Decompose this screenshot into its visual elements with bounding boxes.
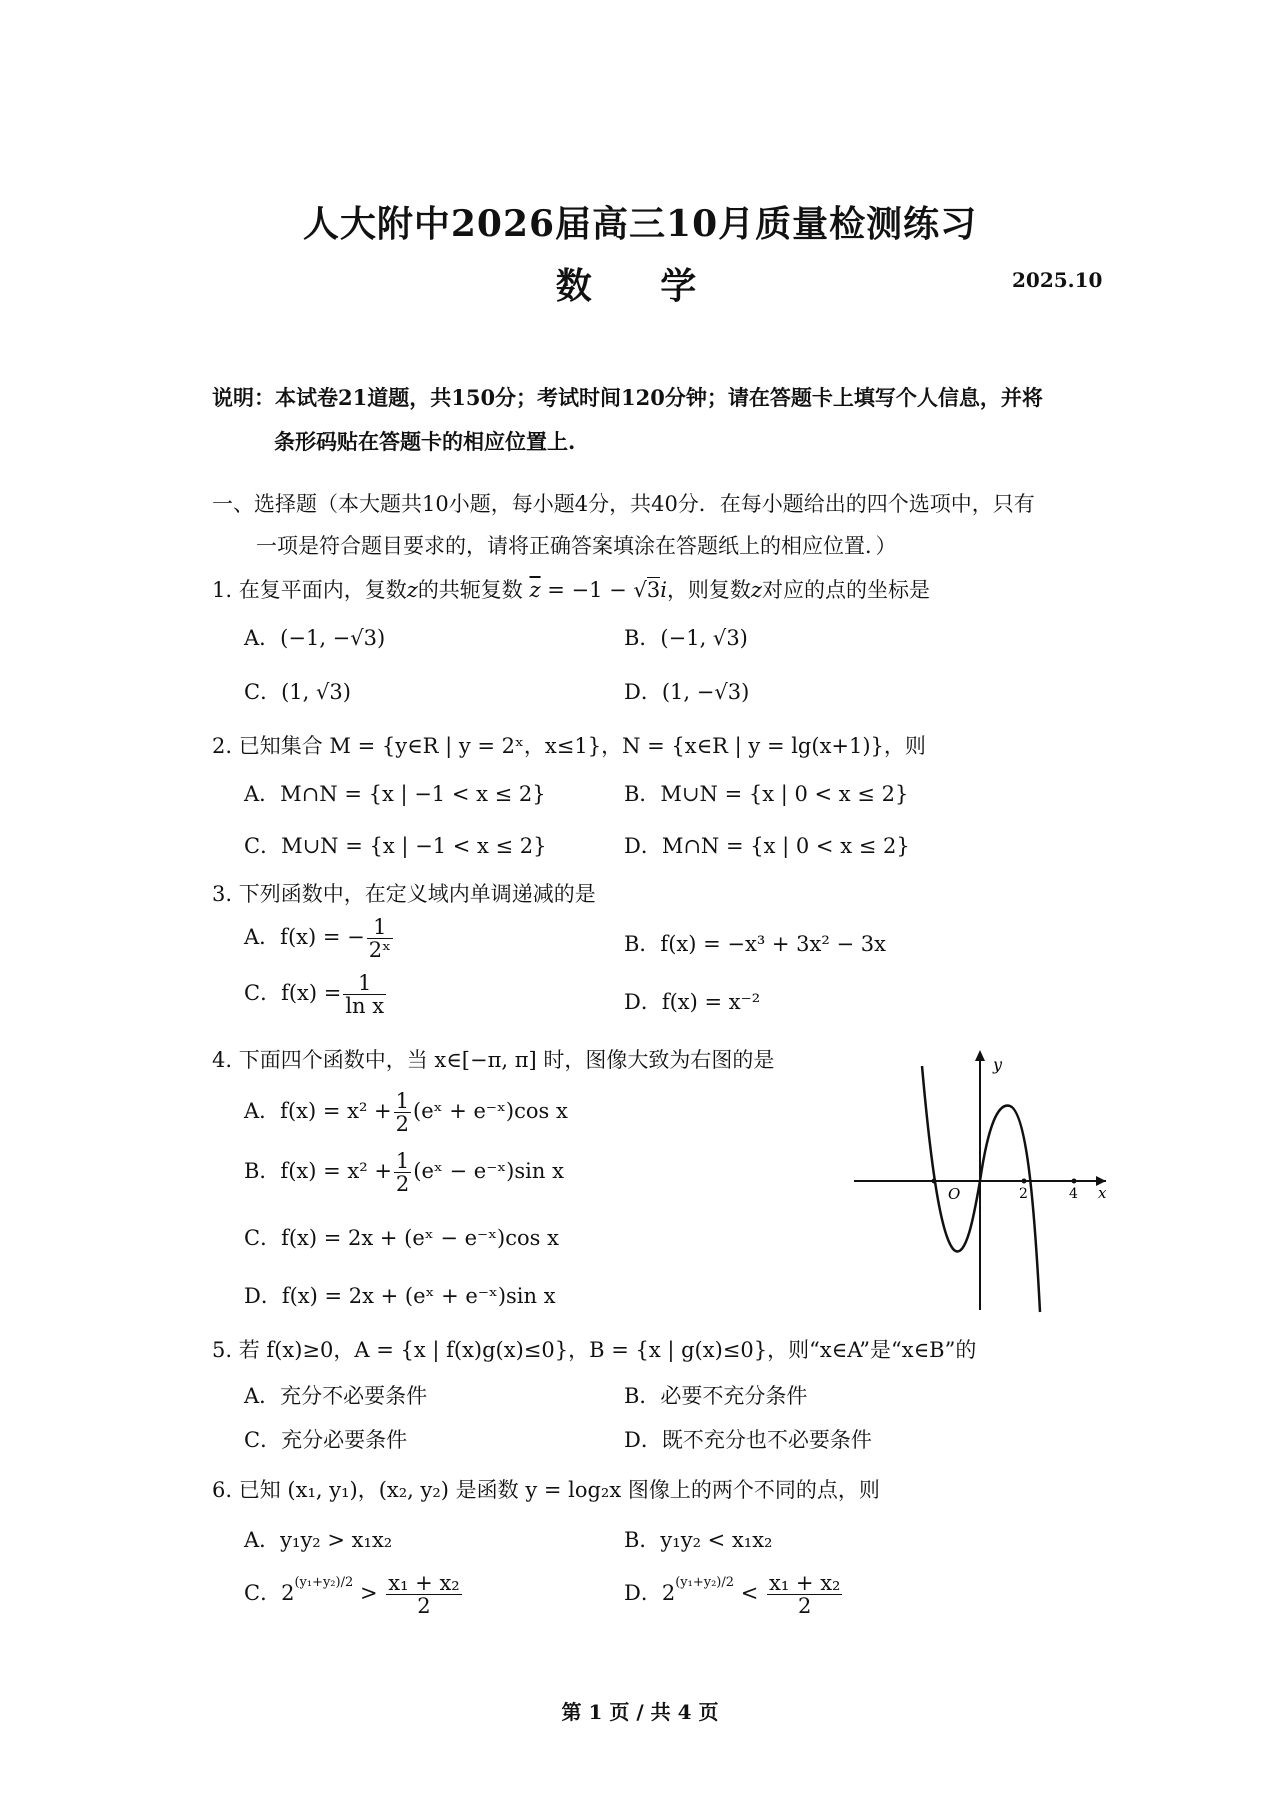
instructions-line-1: 说明：本试卷21道题，共150分；考试时间120分钟；请在答题卡上填写个人信息，并将 xyxy=(212,385,1043,410)
fraction xyxy=(343,972,386,1017)
option-label: D．2 xyxy=(624,1581,676,1606)
option-label: C．2 xyxy=(244,1581,295,1606)
equation: = −1 − xyxy=(547,578,634,602)
numerator: 1 xyxy=(395,1149,410,1173)
q1-option-c[interactable]: C．(1, √3) xyxy=(244,680,351,704)
sqrt-radicand: 3 xyxy=(646,578,661,602)
numerator: x₁ + x₂ xyxy=(769,1571,841,1595)
q2-option-d[interactable]: D．M∩N = {x | 0 < x ≤ 2} xyxy=(624,834,910,858)
page-footer: 第 1 页 / 共 4 页 xyxy=(561,1700,719,1724)
root-point xyxy=(932,1179,937,1184)
option-tail: (eˣ + e⁻ˣ)cos x xyxy=(413,1099,568,1124)
denominator: 2 xyxy=(395,1172,410,1197)
q6-option-b[interactable]: B．y₁y₂ < x₁x₂ xyxy=(624,1528,773,1552)
y-axis-label: y xyxy=(993,1055,1003,1074)
q1-option-d[interactable]: D．(1, −√3) xyxy=(624,680,750,704)
section-1-heading: 一、选择题（本大题共10小题，每小题4分，共40分．在每小题给出的四个选项中，只有 xyxy=(212,492,1035,516)
q4-option-a[interactable] xyxy=(244,1090,568,1135)
x-axis-label: x xyxy=(1098,1184,1107,1202)
tick-2-point xyxy=(1022,1179,1027,1184)
denominator: 2 xyxy=(798,1594,812,1619)
exam-title: 人大附中2026届高三10月质量检测练习 xyxy=(302,203,978,245)
q3-option-b[interactable]: B．f(x) = −x³ + 3x² − 3x xyxy=(624,932,886,956)
section-1-heading-cont: 一项是符合题目要求的，请将正确答案填涂在答题纸上的相应位置．） xyxy=(256,534,897,558)
fraction xyxy=(394,1150,411,1195)
q2-option-a[interactable]: A．M∩N = {x | −1 < x ≤ 2} xyxy=(244,782,546,806)
origin-label: O xyxy=(948,1185,961,1203)
question-stem: 若 f(x)≥0，A = {x | f(x)g(x)≤0}，B = {x | g(x)≤0}，则“x∈A”是“x∈B”的 xyxy=(238,1338,977,1362)
question-stem: 已知 (x₁, y₁)，(x₂, y₂) 是函数 y = log₂x 图像上的两个不同的点，则 xyxy=(238,1478,880,1502)
question-number: 4. xyxy=(212,1048,233,1072)
question-stem: 下列函数中，在定义域内单调递减的是 xyxy=(238,882,596,906)
var-i: i xyxy=(660,578,667,602)
denominator: 2 xyxy=(417,1594,431,1619)
question-stem: 的共轭复数 xyxy=(417,578,523,602)
q5-option-d[interactable]: D．既不充分也不必要条件 xyxy=(624,1428,872,1452)
inequality: < xyxy=(740,1581,759,1606)
q4-option-b[interactable] xyxy=(244,1150,564,1195)
q1-option-b[interactable]: B．(−1, √3) xyxy=(624,626,748,650)
question-6 xyxy=(212,1474,880,1504)
var-z: z xyxy=(750,578,763,602)
q2-option-b[interactable]: B．M∪N = {x | 0 < x ≤ 2} xyxy=(624,782,909,806)
denominator: 2ˣ xyxy=(368,938,391,963)
exponent: (y₁+y₂)/2 xyxy=(675,1575,735,1591)
exam-subject: 数 学 xyxy=(555,265,725,307)
q5-option-a[interactable]: A．充分不必要条件 xyxy=(244,1384,428,1408)
q1-option-a[interactable]: A．(−1, −√3) xyxy=(244,626,386,650)
exponent: (y₁+y₂)/2 xyxy=(294,1575,354,1591)
fraction xyxy=(394,1090,411,1135)
var-z: z xyxy=(406,578,418,602)
var-zbar: $\overline{z}$ xyxy=(529,578,541,602)
q6-option-c[interactable] xyxy=(244,1572,464,1617)
exam-date: 2025.10 xyxy=(1012,268,1103,292)
fraction xyxy=(767,1572,842,1617)
question-stem: 在复平面内，复数 xyxy=(238,578,407,602)
question-number: 2. xyxy=(212,734,233,758)
q3-option-d[interactable]: D．f(x) = x⁻² xyxy=(624,990,761,1014)
q5-option-c[interactable]: C．充分必要条件 xyxy=(244,1428,408,1452)
question-number: 5. xyxy=(212,1338,233,1362)
option-tail: (eˣ − e⁻ˣ)sin x xyxy=(413,1159,564,1184)
tick-4-point xyxy=(1072,1179,1077,1184)
question-stem: 下面四个函数中，当 x∈[−π, π] 时，图像大致为右图的是 xyxy=(238,1048,775,1072)
option-label: A．f(x) = − xyxy=(244,925,365,950)
instructions-line-2: 条形码贴在答题卡的相应位置上. xyxy=(274,429,576,454)
numerator: 1 xyxy=(343,972,386,995)
question-number: 3. xyxy=(212,882,233,906)
y-axis-arrow xyxy=(975,1050,985,1061)
numerator: 1 xyxy=(395,1089,410,1113)
inequality: > xyxy=(359,1581,378,1606)
question-number: 1. xyxy=(212,578,233,602)
numerator: x₁ + x₂ xyxy=(388,1571,460,1595)
question-3 xyxy=(212,878,596,908)
question-stem: 已知集合 M = {y∈R | y = 2ˣ，x≤1}，N = {x∈R | y = lg(x+1)}，则 xyxy=(238,734,926,758)
q6-option-a[interactable]: A．y₁y₂ > x₁x₂ xyxy=(244,1528,393,1552)
q5-option-b[interactable]: B．必要不充分条件 xyxy=(624,1384,808,1408)
q6-option-d[interactable] xyxy=(624,1572,844,1617)
question-1: 1. 在复平面内，复数z的共轭复数 $\overline{z} = -1 - √3i$，则复数z对应的点的坐标是 xyxy=(212,578,931,602)
q3-option-a[interactable] xyxy=(244,916,395,961)
question-5 xyxy=(212,1334,976,1364)
q4-option-c[interactable]: C．f(x) = 2x + (eˣ − e⁻ˣ)cos x xyxy=(244,1226,559,1250)
question-stem: 对应的点的坐标是 xyxy=(762,578,931,602)
option-label: C．f(x) = xyxy=(244,981,342,1006)
q4-function-graph xyxy=(848,1046,1112,1316)
denominator: 2 xyxy=(395,1112,410,1137)
numerator: 1 xyxy=(367,916,393,939)
q3-option-c[interactable] xyxy=(244,972,388,1017)
option-label: B．f(x) = x² + xyxy=(244,1159,392,1184)
question-2 xyxy=(212,730,926,760)
question-number: 6. xyxy=(212,1478,233,1502)
denominator: ln x xyxy=(345,994,385,1019)
question-4 xyxy=(212,1044,774,1074)
question-stem: ，则复数 xyxy=(666,578,751,602)
tick-label-2: 2 xyxy=(1019,1186,1028,1202)
q2-option-c[interactable]: C．M∪N = {x | −1 < x ≤ 2} xyxy=(244,834,547,858)
q4-option-d[interactable]: D．f(x) = 2x + (eˣ + e⁻ˣ)sin x xyxy=(244,1284,556,1308)
option-label: A．f(x) = x² + xyxy=(244,1099,392,1124)
fraction xyxy=(367,916,393,961)
tick-label-4: 4 xyxy=(1069,1186,1078,1202)
fraction xyxy=(386,1572,461,1617)
